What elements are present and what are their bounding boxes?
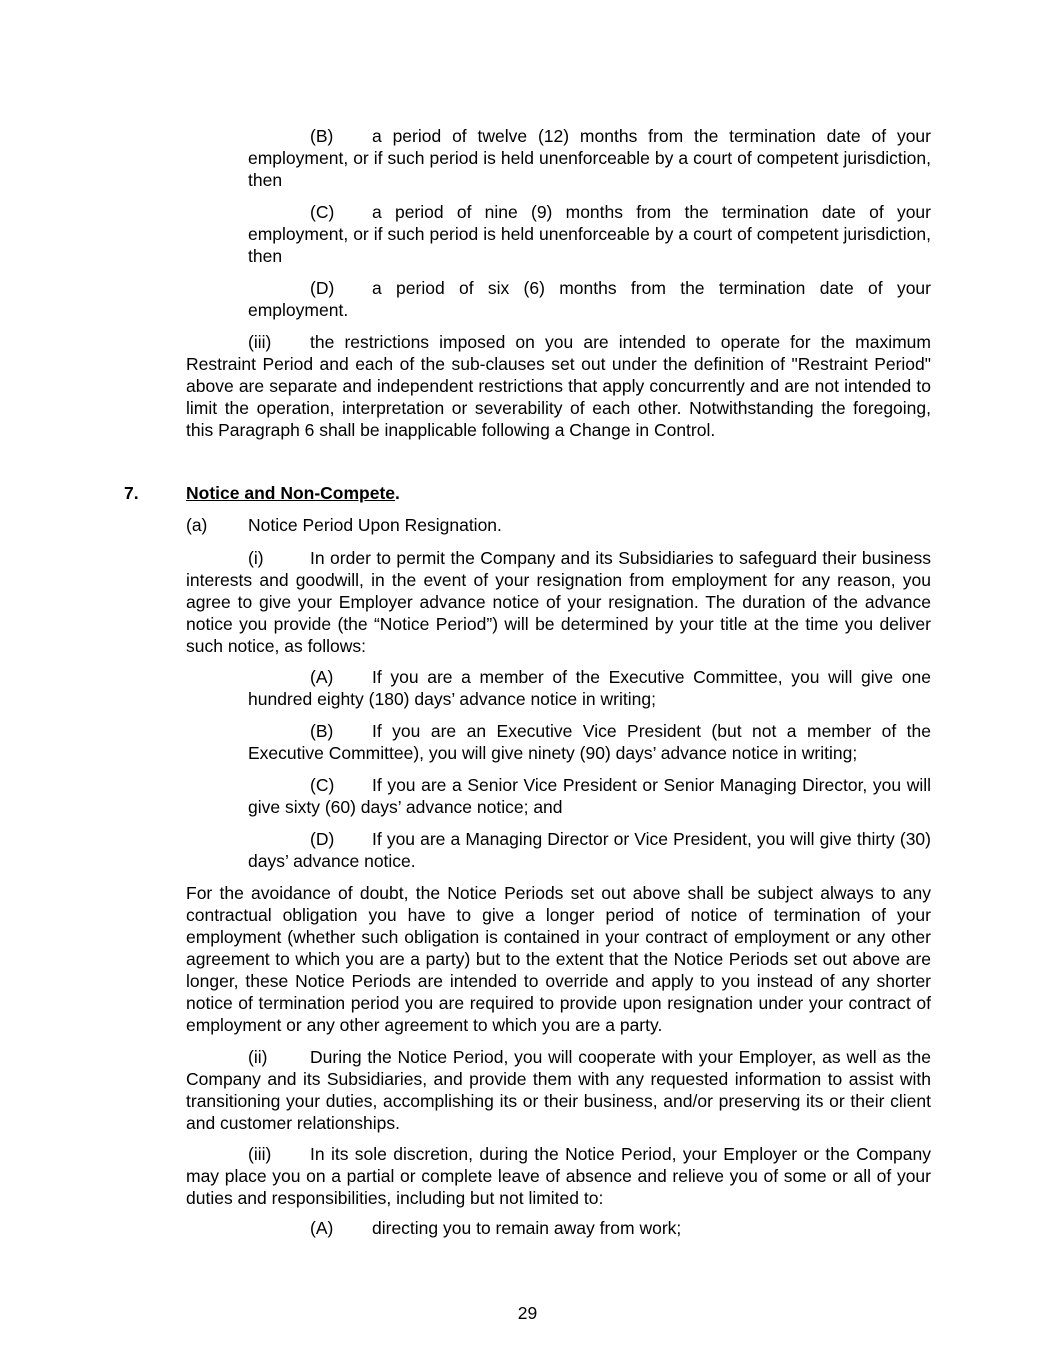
clause-label: (ii) — [248, 1047, 268, 1067]
restraint-period-b — [248, 125, 931, 191]
subsection-text: Notice Period Upon Resignation. — [248, 515, 502, 535]
page-number: 29 — [517, 1303, 538, 1323]
item-text: If you are a Senior Vice President or Senior Managing Director, you will give sixty (60) days’ advance notice; and — [248, 775, 931, 817]
clause-text: the restrictions imposed on you are intended to operate for the maximum Restraint Period and each of the sub-clauses set out under the definition of "Restraint Period" above are separate and independent restrictions that apply concurrently and are not intended to limit the operation, interpretation or severability of each other. Notwithstanding the foregoing, this Paragraph 6 shall be inapplicable following a Change in Control. — [186, 332, 931, 440]
item-label: (C) — [310, 202, 335, 222]
notice-item-d — [248, 828, 931, 872]
clause-label: (iii) — [248, 332, 272, 352]
clause-text: In order to permit the Company and its Subsidiaries to safeguard their business interests and goodwill, in the event of your resignation from employment for any reason, you agree to give your Employer advance notice of your resignation. The duration of the advance notice you provide (the “Notice Period”) will be determined by your title at the time you deliver such notice, as follows: — [186, 548, 931, 656]
item-text: a period of twelve (12) months from the termination date of your employment, or if such period is held unenforceable by a court of competent jurisdiction, then — [248, 126, 931, 190]
section-title-suffix: . — [395, 483, 400, 503]
item-label: (B) — [310, 126, 334, 146]
item-text: directing you to remain away from work; — [372, 1218, 682, 1238]
subsection-label: (a) — [186, 515, 208, 535]
clause-i-notice — [186, 547, 931, 657]
item-label: (B) — [310, 721, 334, 741]
clause-text: In its sole discretion, during the Notice Period, your Employer or the Company may place you on a partial or complete leave of absence and relieve you of some or all of your duties and responsibilities, including but not limited to: — [186, 1144, 931, 1208]
clause-iii-leave — [186, 1143, 931, 1209]
section-number: 7. — [124, 483, 139, 503]
subsection-a — [186, 514, 502, 536]
notice-item-a — [248, 666, 931, 710]
notice-item-c — [248, 774, 931, 818]
item-text: a period of nine (9) months from the termination date of your employment, or if such period is held unenforceable by a court of competent jurisdiction, then — [248, 202, 931, 266]
clause-ii-cooperation — [186, 1046, 931, 1134]
item-label: (C) — [310, 775, 335, 795]
restraint-period-d — [248, 277, 931, 321]
item-label: (D) — [310, 278, 335, 298]
item-text: If you are an Executive Vice President (but not a member of the Executive Committee), you will give ninety (90) days’ advance notice in writing; — [248, 721, 931, 763]
item-text: If you are a Managing Director or Vice President, you will give thirty (30) days’ advance notice. — [248, 829, 931, 871]
clause-iii-restrictions — [186, 331, 931, 441]
avoidance-of-doubt-paragraph: For the avoidance of doubt, the Notice Periods set out above shall be subject always to any contractual obligation you have to give a longer period of notice of termination of your employment (whether such obligation is contained in your contract of employment or any other agreement to which you are a party) but to the extent that the Notice Periods set out above are longer, these Notice Periods are intended to override and apply to you instead of any shorter notice of termination period you are required to provide upon resignation under your contract of employment or any other agreement to which you are a party. — [186, 883, 931, 1035]
item-text: If you are a member of the Executive Committee, you will give one hundred eighty (180) days’ advance notice in writing; — [248, 667, 931, 709]
restraint-period-c — [248, 201, 931, 267]
section-7-heading — [124, 482, 400, 504]
item-label: (A) — [310, 1218, 334, 1238]
item-text: a period of six (6) months from the termination date of your employment. — [248, 278, 931, 320]
section-title: Notice and Non-Compete — [186, 483, 396, 503]
clause-text: During the Notice Period, you will cooperate with your Employer, as well as the Company and its Subsidiaries, and provide them with any requested information to assist with transitioning your duties, accomplishing its or their business, and/or preserving its or their client and customer relationships. — [186, 1047, 931, 1133]
notice-item-b — [248, 720, 931, 764]
clause-label: (i) — [248, 548, 264, 568]
item-label: (A) — [310, 667, 334, 687]
leave-item-a — [310, 1217, 681, 1239]
item-label: (D) — [310, 829, 335, 849]
clause-label: (iii) — [248, 1144, 272, 1164]
